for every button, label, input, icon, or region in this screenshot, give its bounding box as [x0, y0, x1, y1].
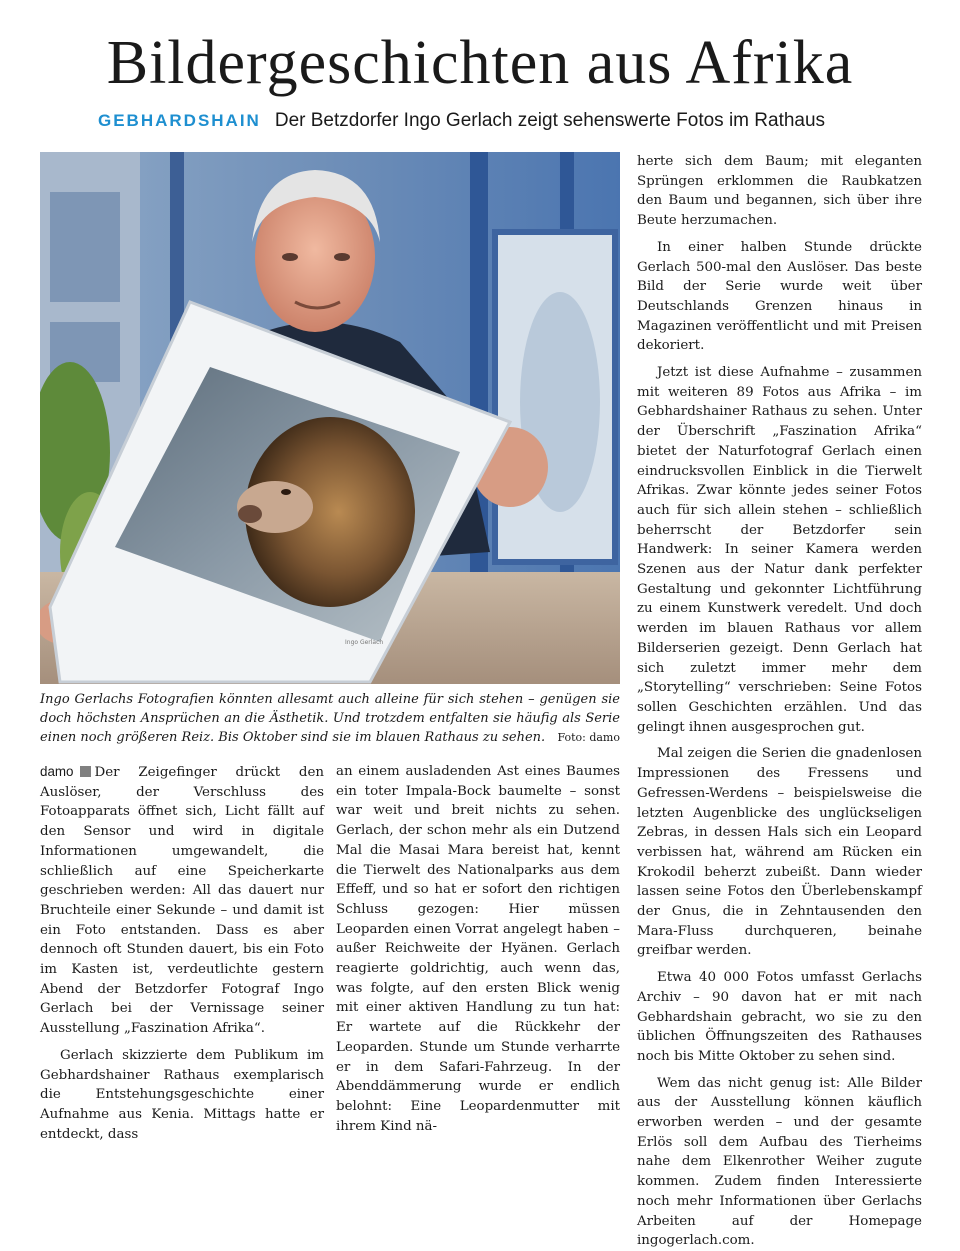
paragraph: herte sich dem Baum; mit eleganten Sprüngen erklommen die Raubkatzen den Baum und begannen, sich über ihre Beute herzumachen.: [637, 154, 922, 229]
paragraph: Mal zeigen die Serien die gnadenlosen Impressionen des Fressens und Gefressen-Werdens – beispielsweise die letzten Augenblicke des unglückseligen Zebras, in dessen Hals sich ein Leopard verbissen hat, während am Rücken ein Krokodil beherzt zubeißt. Dann wieder lassen seine Fotos den Überlebenskampf der Gnus, die in Zehntausenden den Mara-Fluss durchqueren, beinahe greifbar werden.: [637, 746, 922, 959]
paragraph: Etwa 40 000 Fotos umfasst Gerlachs Archiv – 90 davon hat er mit nach Gebhardshain gebracht, wo sie zu den üblichen Öffnungszeiten des Rathauses noch bis Mitte Oktober zu sehen sind.: [637, 970, 922, 1064]
article-photo: [40, 152, 620, 684]
subheadline: Der Betzdorfer Ingo Gerlach zeigt sehenswerte Fotos im Rathaus: [274, 110, 826, 131]
paragraph: an einem ausladenden Ast eines Baumes ein toter Impala-Bock baumelte – sonst war weit und breit nichts zu sehen. Gerlach, der schon mehr als ein Dutzend Mal die Masai Mara bereist hat, kennt die Tierwelt des Nationalparks aus dem Effeff, und so hat er sofort den richtigen Schluss gezogen: Hier müssen Leoparden einen Vorrat angelegt haben – außer Reichweite der Hyänen. Gerlach reagierte goldrichtig, auch wenn das, was folgte, auf den ersten Blick wenig mit einer aktiven Handlung zu tun hat: Er wartete auf die Rückkehr der Leoparden. Stunde um Stunde verharrte er in dem Safari-Fahrzeug. In der Abenddämmerung wurde er endlich belohnt: Eine Leopardenmutter mit ihrem Kind nä-: [336, 764, 620, 1134]
paragraph: Wem das nicht genug ist: Alle Bilder aus der Ausstellung können käuflich erworben werden – und der gesamte Erlös soll dem Aufbau des Tierheims nahe dem Elkenrother Weiher zugute kommen. Zudem finden Interessierte noch mehr Informationen über Gerlachs Arbeiten auf der Homepage ingogerlach.com.: [637, 1075, 922, 1249]
paragraph: In einer halben Stunde drückte Gerlach 500-mal den Auslöser. Das beste Bild der Serie wurde weit über Deutschlands Grenzen hinaus in Magazinen veröffentlicht und mit Preisen dekoriert.: [637, 239, 922, 354]
author-tag: damo: [40, 764, 74, 779]
square-icon: [80, 766, 91, 777]
photo-illustration: [40, 152, 620, 684]
location-kicker: GEBHARDSHAIN: [98, 111, 261, 130]
article-column-1: [40, 762, 324, 1144]
article-column-3: [637, 152, 922, 1251]
photo-credit: Foto: damo: [557, 731, 620, 744]
article-column-2: [336, 762, 620, 1136]
paragraph: Gerlach skizzierte dem Publikum im Gebhardshainer Rathaus exemplarisch die Entstehungsgeschichte einer Aufnahme aus Kenia. Mittags hatte er entdeckt, dass: [40, 1047, 324, 1142]
photo-caption: [40, 690, 620, 747]
headline: Bildergeschichten aus Afrika: [106, 29, 854, 97]
paragraph: damo Der Zeigefinger drückt den Auslöser, der Verschluss des Fotoapparats öffnet sich, Licht fällt auf den Sensor und wird in digitale Informationen umgewandelt, die schließlich auf eine Speicherkarte geschrieben werden: All das dauert nur Bruchteile einer Sekunde – und damit ist ein Foto entstanden. Dass es aber dennoch oft Stunden dauert, bis ein Foto im Kasten ist, verdeutlichte gestern Abend der Betzdorfer Fotograf Ingo Gerlach bei der Vernissage seiner Ausstellung „Faszination Afrika“.: [40, 764, 324, 1037]
paragraph: Jetzt ist diese Aufnahme – zusammen mit weiteren 89 Fotos aus Afrika – im Gebhardshainer Rathaus zu sehen. Unter der Überschrift „Faszination Afrika“ bietet der Naturfotograf Gerlach einen eindrucksvollen Einblick in die Tierwelt Afrikas. Zwar könnte jedes seiner Fotos auch für sich allein stehen – schließlich beherrscht der Betzdorfer sein Handwerk: In seiner Kamera werden Szenen aus der Natur dank perfekter Gestaltung und gekonnter Lichtführung zu einem Kunstwerk veredelt. Und doch werden im blauen Rathaus vor allem Bilderserien gezeigt. Denn Gerlach hat sich zuletzt immer mehr dem „Storytelling“ verschrieben: Seine Fotos sollen Geschichten erzählen. Und das gelingt ihnen ausgesprochen gut.: [637, 365, 922, 735]
subheadline-row: [98, 108, 878, 134]
caption-text: Ingo Gerlachs Fotografien könnten allesamt auch alleine für sich stehen – genügen sie doch höchsten Ansprüchen an die Ästhetik. Und trotzdem entfalten sie häufig als Serie einen noch größeren Reiz. Bis Oktober sind sie im blauen Rathaus zu sehen.: [40, 692, 620, 745]
photo-signature: Ingo Gerlach: [345, 639, 384, 646]
